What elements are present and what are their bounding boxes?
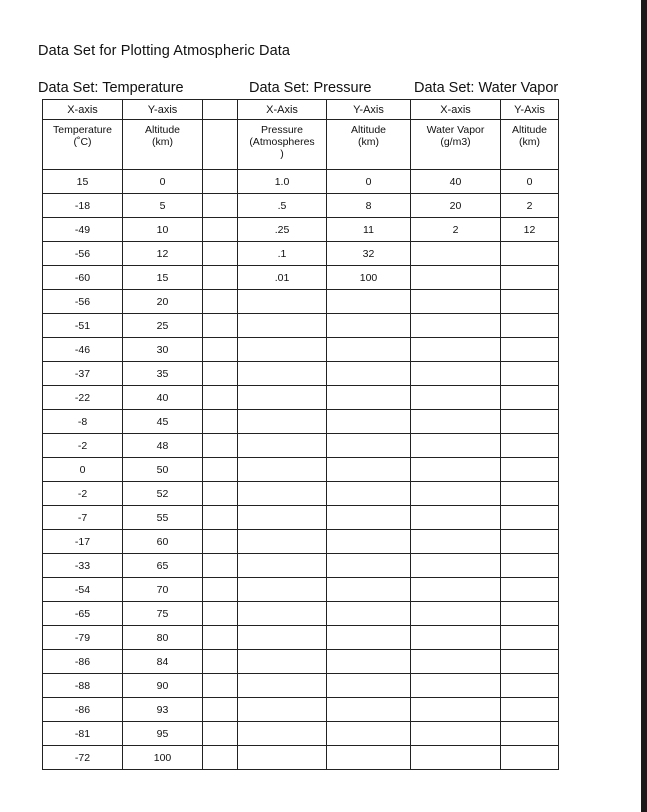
table-cell: -18	[43, 194, 123, 218]
spacer-cell	[203, 482, 238, 506]
table-cell	[501, 602, 559, 626]
table-cell: 11	[327, 218, 411, 242]
table-cell: .01	[238, 266, 327, 290]
table-cell: 20	[123, 290, 203, 314]
table-cell: -49	[43, 218, 123, 242]
table-cell	[238, 698, 327, 722]
table-cell: 93	[123, 698, 203, 722]
table-cell: 15	[123, 266, 203, 290]
table-cell	[411, 746, 501, 770]
table-cell	[238, 722, 327, 746]
table-cell	[238, 578, 327, 602]
table-cell: 60	[123, 530, 203, 554]
table-cell	[501, 530, 559, 554]
table-cell: 75	[123, 602, 203, 626]
spacer-cell	[203, 746, 238, 770]
table-cell: 65	[123, 554, 203, 578]
table-row	[43, 194, 559, 218]
table-cell	[501, 290, 559, 314]
table-cell	[501, 626, 559, 650]
table-cell	[501, 338, 559, 362]
table-cell: 100	[123, 746, 203, 770]
table-cell	[238, 530, 327, 554]
table-cell	[411, 314, 501, 338]
table-cell: -7	[43, 506, 123, 530]
table-cell	[501, 578, 559, 602]
table-cell	[327, 362, 411, 386]
spacer-cell	[203, 218, 238, 242]
table-row	[43, 290, 559, 314]
table-cell	[501, 434, 559, 458]
table-cell	[327, 674, 411, 698]
table-cell: -17	[43, 530, 123, 554]
table-cell: -81	[43, 722, 123, 746]
table-cell	[501, 482, 559, 506]
table-cell: -46	[43, 338, 123, 362]
table-cell	[238, 482, 327, 506]
table-cell	[238, 602, 327, 626]
table-cell: 70	[123, 578, 203, 602]
table-cell: 95	[123, 722, 203, 746]
table-cell	[411, 290, 501, 314]
table-cell	[238, 410, 327, 434]
table-cell	[327, 722, 411, 746]
table-cell: -2	[43, 434, 123, 458]
table-cell	[238, 362, 327, 386]
table-cell: 15	[43, 170, 123, 194]
table-cell	[238, 650, 327, 674]
table-row	[43, 626, 559, 650]
table-cell	[411, 386, 501, 410]
table-cell	[327, 458, 411, 482]
table-cell: 0	[327, 170, 411, 194]
table-cell	[501, 650, 559, 674]
table-cell	[327, 434, 411, 458]
unit-cell: Temperature (˚C)	[43, 120, 123, 170]
table-row	[43, 746, 559, 770]
header-cell: X-Axis	[238, 100, 327, 120]
table-cell	[501, 386, 559, 410]
spacer-cell	[203, 386, 238, 410]
table-row	[43, 434, 559, 458]
table-cell	[501, 554, 559, 578]
table-cell	[501, 266, 559, 290]
table-cell	[411, 338, 501, 362]
table-row	[43, 482, 559, 506]
unit-cell: Altitude (km)	[123, 120, 203, 170]
table-cell	[411, 602, 501, 626]
table-cell: .5	[238, 194, 327, 218]
table-cell	[327, 530, 411, 554]
table-row	[43, 578, 559, 602]
table-row	[43, 362, 559, 386]
table-cell	[327, 386, 411, 410]
spacer-cell	[203, 650, 238, 674]
spacer-cell	[203, 362, 238, 386]
table-cell	[327, 650, 411, 674]
unit-cell: Pressure (Atmospheres )	[238, 120, 327, 170]
spacer-cell	[203, 458, 238, 482]
spacer-cell	[203, 338, 238, 362]
table-cell: 10	[123, 218, 203, 242]
table-row	[43, 242, 559, 266]
table-cell	[411, 650, 501, 674]
table-cell: 84	[123, 650, 203, 674]
table-row	[43, 170, 559, 194]
unit-cell: Altitude (km)	[327, 120, 411, 170]
table-cell: .1	[238, 242, 327, 266]
table-cell	[327, 506, 411, 530]
spacer-cell	[203, 120, 238, 170]
table-row	[43, 674, 559, 698]
table-cell	[501, 242, 559, 266]
spacer-cell	[203, 722, 238, 746]
table-cell	[411, 434, 501, 458]
table-cell	[411, 458, 501, 482]
table-cell: 2	[501, 194, 559, 218]
units-header-row	[43, 120, 559, 170]
spacer-cell	[203, 100, 238, 120]
table-row	[43, 698, 559, 722]
pressure-section-title: Data Set: Pressure	[249, 80, 372, 96]
table-cell: -72	[43, 746, 123, 770]
spacer-cell	[203, 434, 238, 458]
table-cell: -86	[43, 698, 123, 722]
table-cell: 32	[327, 242, 411, 266]
table-cell	[501, 746, 559, 770]
table-cell	[327, 482, 411, 506]
spacer-cell	[203, 314, 238, 338]
table-cell	[327, 626, 411, 650]
table-row	[43, 338, 559, 362]
table-cell	[501, 410, 559, 434]
spacer-cell	[203, 506, 238, 530]
table-row	[43, 530, 559, 554]
table-cell	[327, 410, 411, 434]
table-cell	[411, 362, 501, 386]
table-cell	[327, 602, 411, 626]
table-cell: 80	[123, 626, 203, 650]
table-cell: 48	[123, 434, 203, 458]
table-cell	[238, 506, 327, 530]
table-cell	[411, 674, 501, 698]
spacer-cell	[203, 674, 238, 698]
header-cell: Y-Axis	[327, 100, 411, 120]
table-cell	[411, 698, 501, 722]
table-cell: 90	[123, 674, 203, 698]
table-cell	[501, 314, 559, 338]
table-cell: 35	[123, 362, 203, 386]
table-cell: 0	[501, 170, 559, 194]
table-cell: 12	[123, 242, 203, 266]
table-cell: -37	[43, 362, 123, 386]
table-row	[43, 554, 559, 578]
table-cell	[411, 554, 501, 578]
table-cell: -60	[43, 266, 123, 290]
axis-header-row	[43, 100, 559, 120]
table-cell	[238, 626, 327, 650]
table-cell: 40	[411, 170, 501, 194]
header-cell: Y-axis	[123, 100, 203, 120]
table-cell: 52	[123, 482, 203, 506]
table-cell: -51	[43, 314, 123, 338]
table-cell	[327, 578, 411, 602]
table-row	[43, 506, 559, 530]
spacer-cell	[203, 266, 238, 290]
spacer-cell	[203, 410, 238, 434]
table-cell: 2	[411, 218, 501, 242]
table-cell	[411, 266, 501, 290]
table-cell: -88	[43, 674, 123, 698]
table-cell	[238, 338, 327, 362]
table-cell: 50	[123, 458, 203, 482]
document-title: Data Set for Plotting Atmospheric Data	[38, 43, 291, 59]
table-cell	[411, 626, 501, 650]
table-cell: -22	[43, 386, 123, 410]
table-cell: 0	[123, 170, 203, 194]
table-cell	[411, 410, 501, 434]
table-cell: .25	[238, 218, 327, 242]
spacer-cell	[203, 626, 238, 650]
spacer-cell	[203, 242, 238, 266]
table-cell: -79	[43, 626, 123, 650]
table-cell	[238, 554, 327, 578]
temperature-section-title: Data Set: Temperature	[38, 80, 184, 96]
table-cell: -65	[43, 602, 123, 626]
table-cell: 45	[123, 410, 203, 434]
table-row	[43, 602, 559, 626]
atmospheric-data-table	[42, 99, 559, 770]
table-cell	[238, 434, 327, 458]
table-cell	[501, 722, 559, 746]
spacer-cell	[203, 578, 238, 602]
table-cell	[238, 746, 327, 770]
table-row	[43, 266, 559, 290]
table-cell	[411, 722, 501, 746]
table-row	[43, 386, 559, 410]
header-cell: Y-Axis	[501, 100, 559, 120]
table-row	[43, 218, 559, 242]
table-cell	[501, 698, 559, 722]
table-cell: -33	[43, 554, 123, 578]
spacer-cell	[203, 194, 238, 218]
table-body	[43, 100, 559, 770]
table-cell	[327, 314, 411, 338]
table-cell	[411, 530, 501, 554]
table-cell	[501, 362, 559, 386]
table-row	[43, 314, 559, 338]
table-cell	[411, 578, 501, 602]
table-cell: 0	[43, 458, 123, 482]
table-cell	[327, 338, 411, 362]
table-cell: 55	[123, 506, 203, 530]
table-cell	[501, 458, 559, 482]
table-cell	[327, 746, 411, 770]
table-cell: -56	[43, 290, 123, 314]
table-cell: 8	[327, 194, 411, 218]
header-cell: X-axis	[411, 100, 501, 120]
unit-cell: Altitude (km)	[501, 120, 559, 170]
table-cell	[411, 482, 501, 506]
table-row	[43, 722, 559, 746]
table-cell: -56	[43, 242, 123, 266]
spacer-cell	[203, 290, 238, 314]
table-cell	[238, 314, 327, 338]
spacer-cell	[203, 698, 238, 722]
header-cell: X-axis	[43, 100, 123, 120]
table-cell: -86	[43, 650, 123, 674]
table-cell	[327, 698, 411, 722]
unit-cell: Water Vapor (g/m3)	[411, 120, 501, 170]
table-row	[43, 458, 559, 482]
spacer-cell	[203, 530, 238, 554]
table-cell: 12	[501, 218, 559, 242]
table-cell: 40	[123, 386, 203, 410]
table-cell	[238, 290, 327, 314]
table-cell	[238, 386, 327, 410]
table-cell	[501, 674, 559, 698]
table-cell: -8	[43, 410, 123, 434]
table-cell: 25	[123, 314, 203, 338]
table-cell: 100	[327, 266, 411, 290]
table-cell: 30	[123, 338, 203, 362]
table-row	[43, 410, 559, 434]
table-cell	[238, 458, 327, 482]
spacer-cell	[203, 554, 238, 578]
table-cell	[501, 506, 559, 530]
table-cell: -54	[43, 578, 123, 602]
table-cell	[411, 242, 501, 266]
table-cell: -2	[43, 482, 123, 506]
table-cell	[411, 506, 501, 530]
table-cell: 5	[123, 194, 203, 218]
table-cell: 1.0	[238, 170, 327, 194]
table-cell	[238, 674, 327, 698]
water-vapor-section-title: Data Set: Water Vapor	[414, 80, 559, 96]
spacer-cell	[203, 602, 238, 626]
table-cell: 20	[411, 194, 501, 218]
table-row	[43, 650, 559, 674]
table-cell	[327, 290, 411, 314]
table-cell	[327, 554, 411, 578]
spacer-cell	[203, 170, 238, 194]
